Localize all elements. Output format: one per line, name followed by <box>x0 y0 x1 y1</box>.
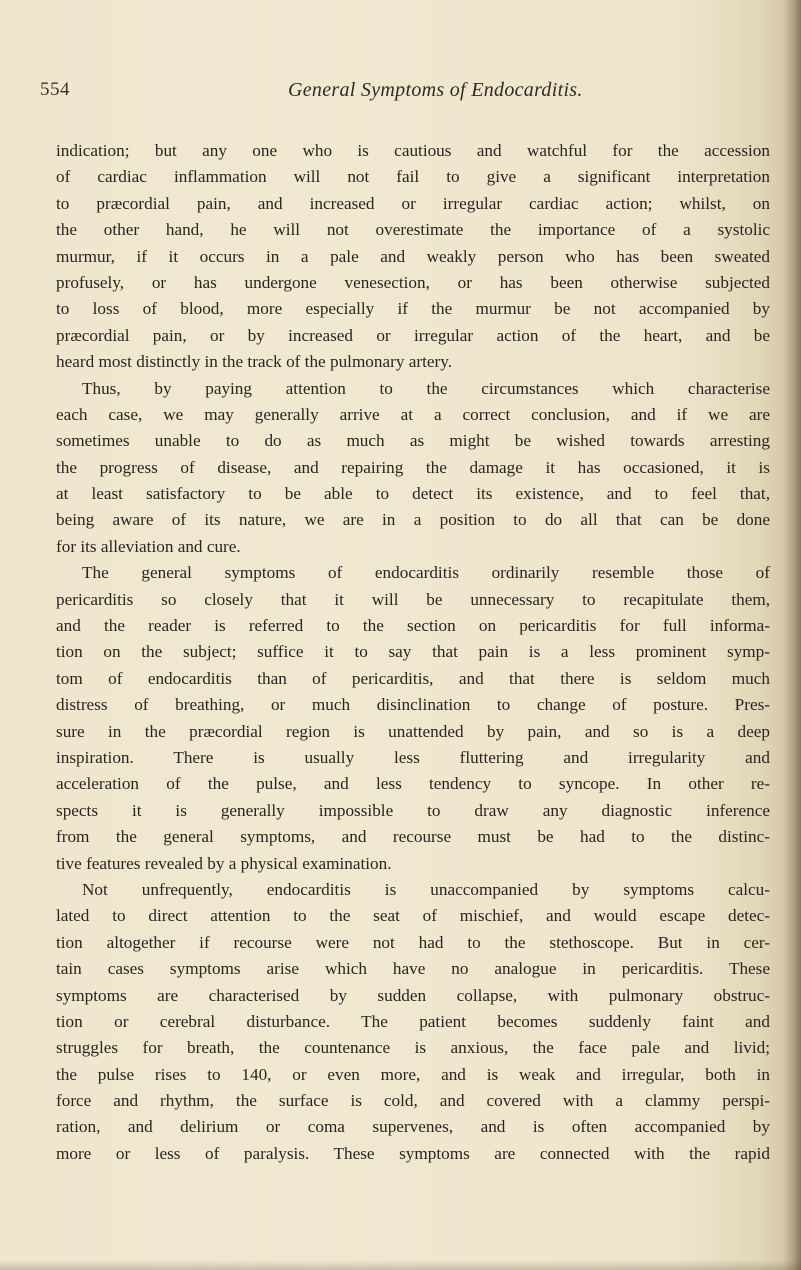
text-line: tion on the subject; suffice it to say that pain is a less prominent symp- <box>56 642 770 662</box>
text-line: force and rhythm, the surface is cold, and covered with a clammy perspi- <box>56 1091 770 1111</box>
text-line: tain cases symptoms arise which have no analogue in pericarditis. These <box>56 959 770 979</box>
text-line: acceleration of the pulse, and less tendency to syncope. In other re- <box>56 774 770 794</box>
text-line: The general symptoms of endocarditis ordinarily resemble those of <box>82 563 770 583</box>
text-line: symptoms are characterised by sudden collapse, with pulmonary obstruc- <box>56 985 770 1005</box>
page-header <box>40 79 740 109</box>
text-line: at least satisfactory to be able to detect its existence, and to feel that, <box>56 484 770 504</box>
text-line: more or less of paralysis. These symptoms are connected with the rapid <box>56 1143 770 1163</box>
text-line: murmur, if it occurs in a pale and weakly person who has been sweated <box>56 246 770 266</box>
text-line: inspiration. There is usually less fluttering and irregularity and <box>56 747 770 767</box>
text-line: being aware of its nature, we are in a position to do all that can be done <box>56 510 770 530</box>
page-number: 554 <box>40 79 70 100</box>
text-line: distress of breathing, or much disinclination to change of posture. Pres- <box>56 695 770 715</box>
text-line: profusely, or has undergone venesection, or has been otherwise subjected <box>56 272 770 292</box>
page-binding-shadow <box>783 0 801 1270</box>
body-text <box>56 138 770 1167</box>
text-line: heard most distinctly in the track of the pulmonary artery. <box>56 352 452 372</box>
text-line: spects it is generally impossible to draw any diagnostic inference <box>56 800 770 820</box>
text-line: ration, and delirium or coma supervenes, and is often accompanied by <box>56 1117 770 1137</box>
text-line: struggles for breath, the countenance is anxious, the face pale and livid; <box>56 1038 770 1058</box>
text-line: tion altogether if recourse were not had to the stethoscope. But in cer- <box>56 932 770 952</box>
text-line: to loss of blood, more especially if the murmur be not accompanied by <box>56 299 770 319</box>
text-line: pericarditis so closely that it will be unnecessary to recapitulate them, <box>56 589 770 609</box>
text-line: and the reader is referred to the section on pericarditis for full informa- <box>56 616 770 636</box>
text-line: the progress of disease, and repairing the damage it has occasioned, it is <box>56 457 770 477</box>
text-line: to præcordial pain, and increased or irregular cardiac action; whilst, on <box>56 193 770 213</box>
page-bottom-shadow <box>0 1260 801 1270</box>
text-line: from the general symptoms, and recourse must be had to the distinc- <box>56 827 770 847</box>
text-line: tive features revealed by a physical examination. <box>56 853 392 873</box>
text-line: the pulse rises to 140, or even more, and is weak and irregular, both in <box>56 1064 770 1084</box>
text-line: tom of endocarditis than of pericarditis, and that there is seldom much <box>56 668 770 688</box>
running-title: General Symptoms of Endocarditis. <box>288 79 583 101</box>
text-line: sometimes unable to do as much as might be wished towards arresting <box>56 431 770 451</box>
text-line: Not unfrequently, endocarditis is unaccompanied by symptoms calcu- <box>82 879 770 899</box>
text-line: the other hand, he will not overestimate the importance of a systolic <box>56 220 770 240</box>
text-line: lated to direct attention to the seat of mischief, and would escape detec- <box>56 906 770 926</box>
text-line: for its alleviation and cure. <box>56 536 241 556</box>
text-line: Thus, by paying attention to the circumstances which characterise <box>82 378 770 398</box>
text-line: sure in the præcordial region is unattended by pain, and so is a deep <box>56 721 770 741</box>
text-line: tion or cerebral disturbance. The patient becomes suddenly faint and <box>56 1011 770 1031</box>
text-line: præcordial pain, or by increased or irregular action of the heart, and be <box>56 325 770 345</box>
text-line: indication; but any one who is cautious and watchful for the accession <box>56 141 770 160</box>
text-line: of cardiac inflammation will not fail to give a significant interpretation <box>56 167 770 187</box>
text-line: each case, we may generally arrive at a correct conclusion, and if we are <box>56 404 770 424</box>
